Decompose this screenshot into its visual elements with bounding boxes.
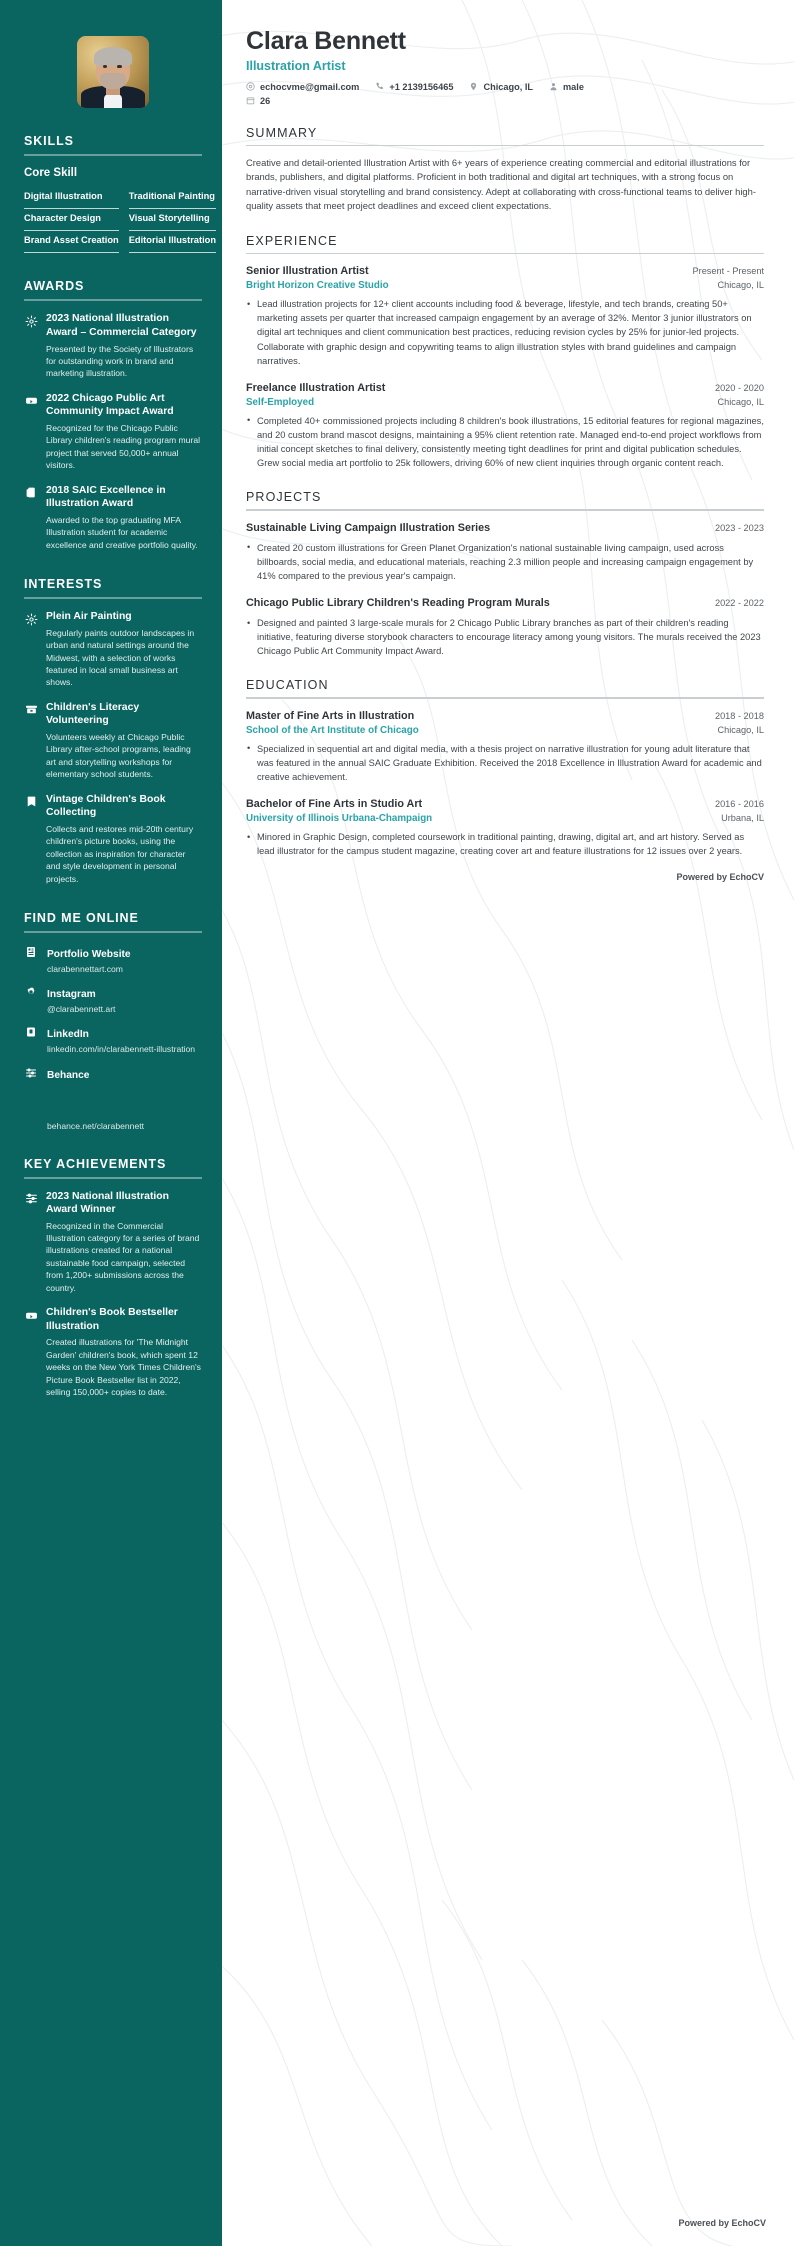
skill-tag: Traditional Painting <box>129 187 216 209</box>
divider <box>24 931 202 933</box>
experience-item <box>246 264 764 368</box>
interest-desc: Volunteers weekly at Chicago Public Library after-school programs, leading art and storytelling workshops for elementary school students. <box>46 731 191 780</box>
instagram-icon <box>24 985 38 999</box>
project-date: 2023 - 2023 <box>714 522 764 533</box>
bullet-list <box>246 616 764 658</box>
experience-item <box>246 381 764 471</box>
divider <box>246 253 764 254</box>
bullet-item: • Specialized in sequential art and digital media, with a thesis project on narrative illustration for young adult literature that was featured in the annual SAIC Graduate Exhibition. Received the 2018 Excellence in Illustration Award for academic and creative achievement. <box>246 742 764 784</box>
contact-value: Chicago, IL <box>483 81 533 92</box>
education-item <box>246 797 764 858</box>
interest-desc: Collects and restores mid-20th century children's picture books, using the collection as inspiration for character and style development in personal projects. <box>46 823 194 884</box>
skill-tag: Digital Illustration <box>24 187 119 209</box>
person-icon <box>549 82 558 91</box>
bullet-list <box>246 742 764 784</box>
bullet-list <box>246 297 764 368</box>
achievement-item <box>24 1190 202 1295</box>
contact-location[interactable] <box>469 82 533 92</box>
key-achievements-section <box>24 1157 202 1399</box>
interest-item <box>24 610 202 689</box>
interest-desc: Regularly paints outdoor landscapes in urban and natural settings around the Midwest, with a selection of works featured in local small business art shows. <box>46 627 195 688</box>
target-icon <box>24 612 38 626</box>
link-linkedin[interactable] <box>24 1024 202 1055</box>
job-location: Chicago, IL <box>717 280 764 291</box>
interest-title: Vintage Children's Book Collecting <box>46 793 166 819</box>
degree-title: Master of Fine Arts in Illustration <box>246 709 415 722</box>
experience-heading: EXPERIENCE <box>246 234 338 248</box>
contact-value: echocvme@gmail.com <box>260 81 360 92</box>
contact-email[interactable] <box>246 82 359 92</box>
interest-title: Children's Literacy Volunteering <box>46 701 140 727</box>
interest-item <box>24 793 202 885</box>
education-heading: EDUCATION <box>246 678 329 693</box>
award-title: 2023 National Illustration Award – Commercial Category <box>46 313 197 338</box>
award-title: 2018 SAIC Excellence in Illustration Award <box>46 484 166 510</box>
summary-heading: SUMMARY <box>246 125 318 140</box>
sliders-icon <box>24 1192 38 1206</box>
job-role-subtitle: Illustration Artist <box>246 58 346 73</box>
powered-by-footer: Powered by EchoCV <box>678 2218 766 2228</box>
divider <box>24 299 202 301</box>
experience-section <box>246 234 764 470</box>
achievement-title: Children's Book Bestseller Illustration <box>46 1307 178 1332</box>
degree-title: Bachelor of Fine Arts in Studio Art <box>246 797 423 810</box>
divider <box>246 697 764 698</box>
link-label: LinkedIn <box>47 1029 89 1041</box>
summary-section <box>246 126 764 215</box>
website-icon <box>24 945 38 959</box>
contact-gender <box>549 82 584 92</box>
education-date: 2018 - 2018 <box>714 710 764 721</box>
link-sub: linkedin.com/in/clarabennett-illustration <box>47 1044 196 1055</box>
award-title: 2022 Chicago Public Art Community Impact Award <box>46 392 174 418</box>
badge-icon <box>24 394 38 408</box>
bullet-item: • Completed 40+ commissioned projects including 8 children's book illustrations, 15 editorial features for regional magazines, and 20 custom brand mascot designs, maintaining a 95% client retention rate. Managed end-to-end project workflows from initial concept sketches to final delivery, consistently meeting tight deadlines for print and digital publication schedules. Grew social media art portfolio to 25k followers, driving 60% of new client inquiries through organic content reach. <box>246 414 764 471</box>
key-achievements-heading: KEY ACHIEVEMENTS <box>24 1156 167 1171</box>
calendar-box-icon <box>24 703 38 717</box>
contact-value: male <box>562 81 584 92</box>
link-portfolio-website[interactable] <box>24 944 202 975</box>
bullet-list <box>246 830 764 858</box>
skill-tag: Visual Storytelling <box>129 209 216 231</box>
skill-tag: Brand Asset Creation <box>24 231 119 253</box>
find-me-online-heading: FIND ME ONLINE <box>24 911 139 926</box>
award-desc: Recognized for the Chicago Public Library children's reading program mural project that served 50,000+ annual visitors. <box>46 422 201 471</box>
job-date: Present - Present <box>692 266 764 277</box>
behance-url: behance.net/clarabennett <box>47 1120 144 1131</box>
job-title: Freelance Illustration Artist <box>246 381 386 394</box>
skill-tag: Character Design <box>24 209 119 231</box>
link-label: Behance <box>47 1069 90 1081</box>
job-date: 2020 - 2020 <box>714 382 764 393</box>
link-label: Portfolio Website <box>47 949 131 961</box>
education-date: 2016 - 2016 <box>714 798 764 809</box>
clipboard-icon <box>24 486 38 500</box>
award-item <box>24 312 202 379</box>
main-column <box>222 0 794 2246</box>
find-me-online-section <box>24 911 202 1131</box>
page-title: Clara Bennett <box>246 27 406 55</box>
contact-row <box>246 82 764 106</box>
project-title: Sustainable Living Campaign Illustration Series <box>246 521 491 534</box>
education-item <box>246 709 764 784</box>
project-title: Chicago Public Library Children's Reading Program Murals <box>246 596 550 609</box>
badge-icon <box>24 1308 38 1322</box>
award-item <box>24 392 202 472</box>
award-desc: Awarded to the top graduating MFA Illustration student for academic excellence and creative portfolio quality. <box>46 514 198 550</box>
award-desc: Presented by the Society of Illustrators for outstanding work in brand and marketing illustration. <box>46 343 194 379</box>
job-organization: Self-Employed <box>246 396 315 408</box>
job-organization: Bright Horizon Creative Studio <box>246 280 389 292</box>
contact-value: 26 <box>260 95 271 106</box>
project-date: 2022 - 2022 <box>714 597 764 608</box>
project-item <box>246 596 764 658</box>
contact-phone[interactable] <box>375 82 453 92</box>
interest-item <box>24 701 202 781</box>
bullet-list <box>246 414 764 471</box>
link-label: Instagram <box>47 989 96 1001</box>
interests-heading: INTERESTS <box>24 577 103 592</box>
contact-value: +1 2139156465 <box>389 81 454 92</box>
powered-by-label: Powered by EchoCV <box>676 872 764 883</box>
sliders-icon <box>24 1066 38 1080</box>
achievement-item <box>24 1306 202 1398</box>
avatar <box>77 36 149 108</box>
projects-section <box>246 490 764 658</box>
bullet-list <box>246 541 764 583</box>
email-icon <box>246 82 255 91</box>
profile-photo-wrap <box>24 36 202 108</box>
skill-tag-grid <box>24 187 217 253</box>
school-name: University of Illinois Urbana-Champaign <box>246 813 433 824</box>
link-sub: @clarabennett.art <box>47 1004 116 1015</box>
education-section <box>246 678 764 858</box>
core-skill-label: Core Skill <box>24 167 78 179</box>
bullet-item: • Lead illustration projects for 12+ client accounts including food & beverage, lifestyle, and tech brands, creating 50+ marketing assets per quarter that increased campaign engagement by an average of 32%. Mentor 3 junior illustrators on digital art techniques and client communication best practices, reducing revision cycles by 25% for junior-led projects. Collaborate with graphic design and copywriting teams to align illustration styles with brand guidelines and campaign narratives. <box>246 297 764 368</box>
bookmark-icon <box>24 795 38 809</box>
skills-section <box>24 134 217 253</box>
linkedin-icon <box>24 1025 38 1039</box>
calendar-icon <box>246 96 255 105</box>
phone-icon <box>375 82 384 91</box>
award-item <box>24 484 202 551</box>
bullet-item: • Minored in Graphic Design, completed coursework in traditional painting, drawing, digital art, and art history. Served as lead illustrator for the campus student magazine, creating cover art and feature illustrations for 12 issues over 2 years. <box>246 830 764 858</box>
divider <box>24 597 202 599</box>
divider <box>24 154 202 156</box>
divider <box>246 509 764 510</box>
link-sub: clarabennettart.com <box>47 964 123 975</box>
achievement-desc: Created illustrations for 'The Midnight Garden' children's book, which spent 12 weeks on the New York Times Children's Picture Book Bestseller list in 2022, selling 150,000+ copies to date. <box>46 1337 201 1398</box>
achievement-title: 2023 National Illustration Award Winner <box>46 1190 169 1216</box>
link-behance[interactable] <box>24 1065 202 1083</box>
job-title: Senior Illustration Artist <box>246 265 369 278</box>
bullet-item: • Designed and painted 3 large-scale murals for 2 Chicago Public Library branches as part of their children's reading initiative, featuring diverse storybook characters to encourage literacy among young visitors. The murals received the 2023 Chicago Public Art Community Impact Award. <box>246 616 764 658</box>
interest-title: Plein Air Painting <box>46 611 132 623</box>
achievement-desc: Recognized in the Commercial Illustration category for a series of brand illustrations created for a national sustainable food campaign, selected from 1,200+ submissions across the country. <box>46 1220 200 1293</box>
divider <box>24 1177 202 1179</box>
skill-tag: Editorial Illustration <box>129 231 216 253</box>
location-icon <box>469 82 478 91</box>
school-name: School of the Art Institute of Chicago <box>246 724 419 736</box>
summary-text: Creative and detail-oriented Illustration Artist with 6+ years of experience creating commercial and editorial illustrations for brands, publishers, and digital platforms. Proficient in both traditional and digital art techniques, with a strong focus on narrative-driven visual storytelling and brand consistency. Adept at collaborating with cross-functional teams to deliver high-quality assets that meet project deadlines and exceed client expectations. <box>246 156 756 212</box>
sidebar <box>0 0 222 2246</box>
divider <box>246 145 764 146</box>
awards-section <box>24 279 202 551</box>
school-location: Chicago, IL <box>717 724 764 735</box>
awards-heading: AWARDS <box>24 279 85 294</box>
school-location: Urbana, IL <box>721 813 764 823</box>
bullet-item: • Created 20 custom illustrations for Green Planet Organization's national sustainable living campaign, used across billboards, social media, and educational materials, reaching 2.3 million people and increasing campaign engagement by 41% compared to the previous year's campaign. <box>246 541 764 583</box>
projects-heading: PROJECTS <box>246 490 322 505</box>
job-location: Chicago, IL <box>717 396 764 407</box>
link-instagram[interactable] <box>24 984 202 1015</box>
target-icon <box>24 314 38 328</box>
project-item <box>246 521 764 583</box>
interests-section <box>24 577 202 885</box>
skills-heading: SKILLS <box>24 134 74 148</box>
contact-age <box>246 96 764 106</box>
